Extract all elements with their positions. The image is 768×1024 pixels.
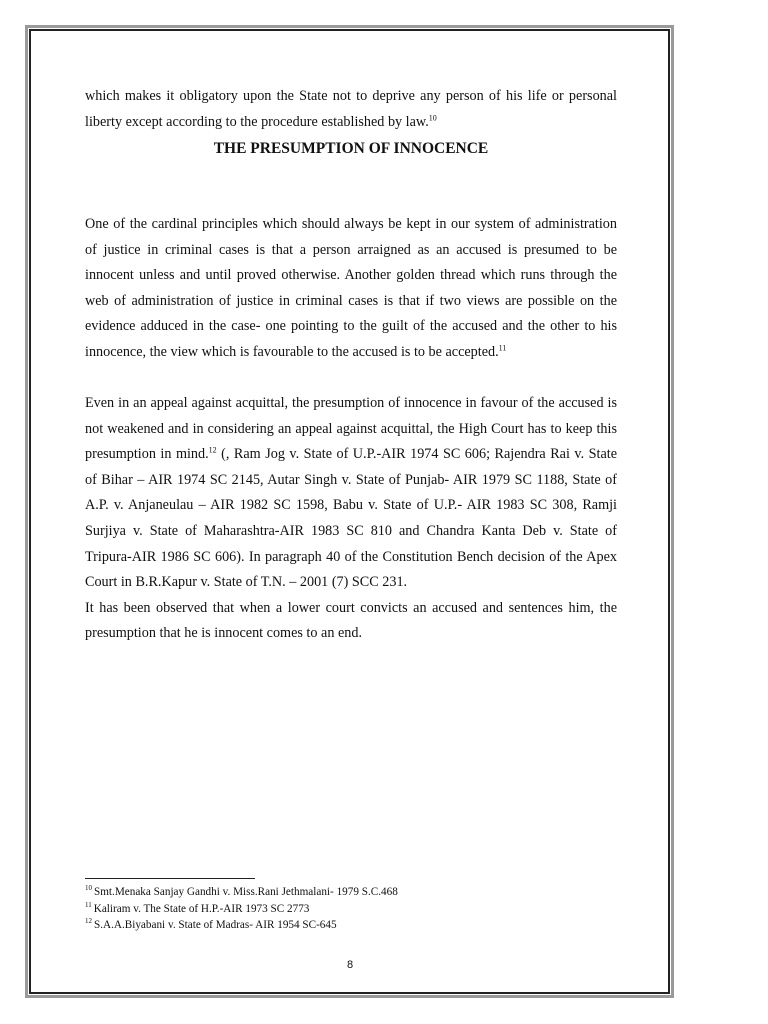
footnote-number: 11 bbox=[85, 900, 92, 909]
footnote-11 bbox=[85, 901, 605, 918]
paragraph-2-text-before: Even in an appeal against acquittal, the presumption of innocence in favour of the accused is not weakened and in considering an appeal against acquittal, the High Court has to keep this presumption in mind. bbox=[85, 395, 617, 463]
intro-paragraph bbox=[85, 84, 617, 135]
footnote-separator bbox=[85, 878, 255, 879]
paragraph-1 bbox=[85, 212, 617, 366]
section-heading: THE PRESUMPTION OF INNOCENCE bbox=[213, 140, 489, 157]
footnote-text: S.A.A.Biyabani v. State of Madras- AIR 1954 SC-645 bbox=[94, 919, 337, 931]
paragraph-3 bbox=[85, 596, 617, 647]
page-number: 8 bbox=[346, 959, 354, 971]
intro-text: which makes it obligatory upon the State not to deprive any person of his life or personal liberty except according to the procedure established by law. bbox=[85, 88, 617, 130]
footnote-number: 10 bbox=[85, 884, 92, 893]
paragraph-2 bbox=[85, 391, 617, 647]
footnote-ref-10[interactable]: 10 bbox=[428, 112, 437, 122]
paragraph-2-text-after: (, Ram Jog v. State of U.P.-AIR 1974 SC 606; Rajendra Rai v. State of Bihar – AIR 1974 SC 2145, Autar Singh v. State of Punjab- AIR 1979 SC 1188, State of A.P. v. Anjaneulau – AIR 1982 SC 1598, Babu v. State of U.P.- AIR 1983 SC 308, Ramji Surjiya v. State of Maharashtra-AIR 1983 SC 810 and Chandra Kanta Deb v. State of Tripura-AIR 1986 SC 606). In paragraph 40 of the Constitution Bench decision of the Apex Court in B.R.Kapur v. State of T.N. – 2001 (7) SCC 231. bbox=[85, 446, 617, 591]
footnote-12 bbox=[85, 917, 605, 934]
footnote-ref-11[interactable]: 11 bbox=[498, 343, 507, 353]
footnote-10 bbox=[85, 884, 605, 901]
footnote-ref-12[interactable]: 12 bbox=[208, 445, 217, 455]
footnote-text: Smt.Menaka Sanjay Gandhi v. Miss.Rani Jethmalani- 1979 S.C.468 bbox=[94, 886, 398, 898]
footnote-number: 12 bbox=[85, 917, 92, 926]
footnote-text: Kaliram v. The State of H.P.-AIR 1973 SC 2773 bbox=[93, 902, 310, 915]
paragraph-1-text: One of the cardinal principles which should always be kept in our system of administration of justice in criminal cases is that a person arraigned as an accused is presumed to be innocent unless and until proved otherwise. Another golden thread which runs through the web of administration of justice in criminal cases is that if two views are possible on the evidence adduced in the case- one pointing to the guilt of the accused and the other to his innocence, the view which is favourable to the accused is to be accepted. bbox=[85, 216, 617, 360]
footnotes bbox=[85, 884, 605, 934]
paragraph-3-text: It has been observed that when a lower court convicts an accused and sentences him, the presumption that he is innocent comes to an end. bbox=[85, 599, 617, 642]
